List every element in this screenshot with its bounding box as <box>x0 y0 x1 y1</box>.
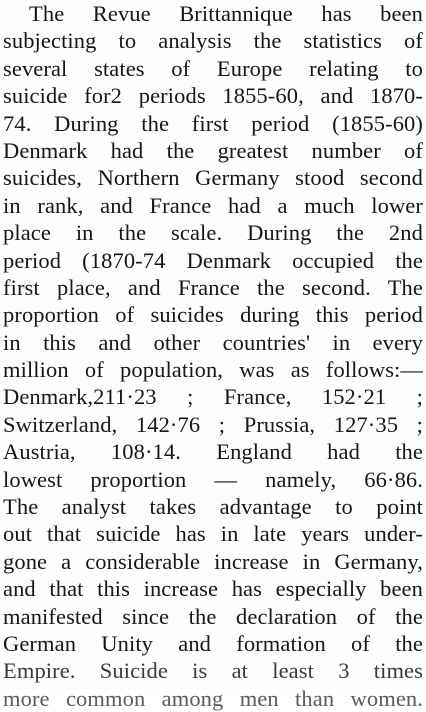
article-line: subjecting to analysis the statistics of <box>3 28 423 54</box>
article-line: 74. During the first period (1855-60) <box>3 110 423 136</box>
article-line: proportion of suicides during this period <box>3 302 423 328</box>
article-line: Austria, 108·14. England had the <box>3 439 423 465</box>
article-line: lowest proportion — namely, 66·86. <box>3 466 423 492</box>
article-text <box>3 0 423 712</box>
article-line: first place, and France the second. The <box>3 274 423 300</box>
article-line: million of population, was as follows:— <box>3 357 423 383</box>
article-line: in rank, and France had a much lower <box>3 192 423 218</box>
article-line: The analyst takes advantage to point <box>3 494 423 520</box>
article-line: Denmark,211·23 ; France, 152·21 ; <box>3 384 423 410</box>
article-line: gone a considerable increase in Germany, <box>3 548 423 574</box>
article-line: German Unity and formation of the <box>3 630 423 656</box>
article-line: and that this increase has especially been <box>3 576 423 602</box>
article-line: manifested since the declaration of the <box>3 603 423 629</box>
article-line: period (1870-74 Denmark occupied the <box>3 247 423 273</box>
article-line: Denmark had the greatest number of <box>3 137 423 163</box>
article-line: Switzerland, 142·76 ; Prussia, 127·35 ; <box>3 411 423 437</box>
article-line: suicide for2 periods 1855-60, and 1870- <box>3 83 423 109</box>
article-line: in this and other countries' in every <box>3 329 423 355</box>
article-line: several states of Europe relating to <box>3 55 423 81</box>
article-line: more common among men than women. <box>3 685 423 711</box>
article-line: place in the scale. During the 2nd <box>3 220 423 246</box>
article-line: Empire. Suicide is at least 3 times <box>3 658 423 684</box>
article-line: suicides, Northern Germany stood second <box>3 165 423 191</box>
article-line: out that suicide has in late years under- <box>3 521 423 547</box>
article-line: The Revue Brittannique has been <box>29 1 423 26</box>
